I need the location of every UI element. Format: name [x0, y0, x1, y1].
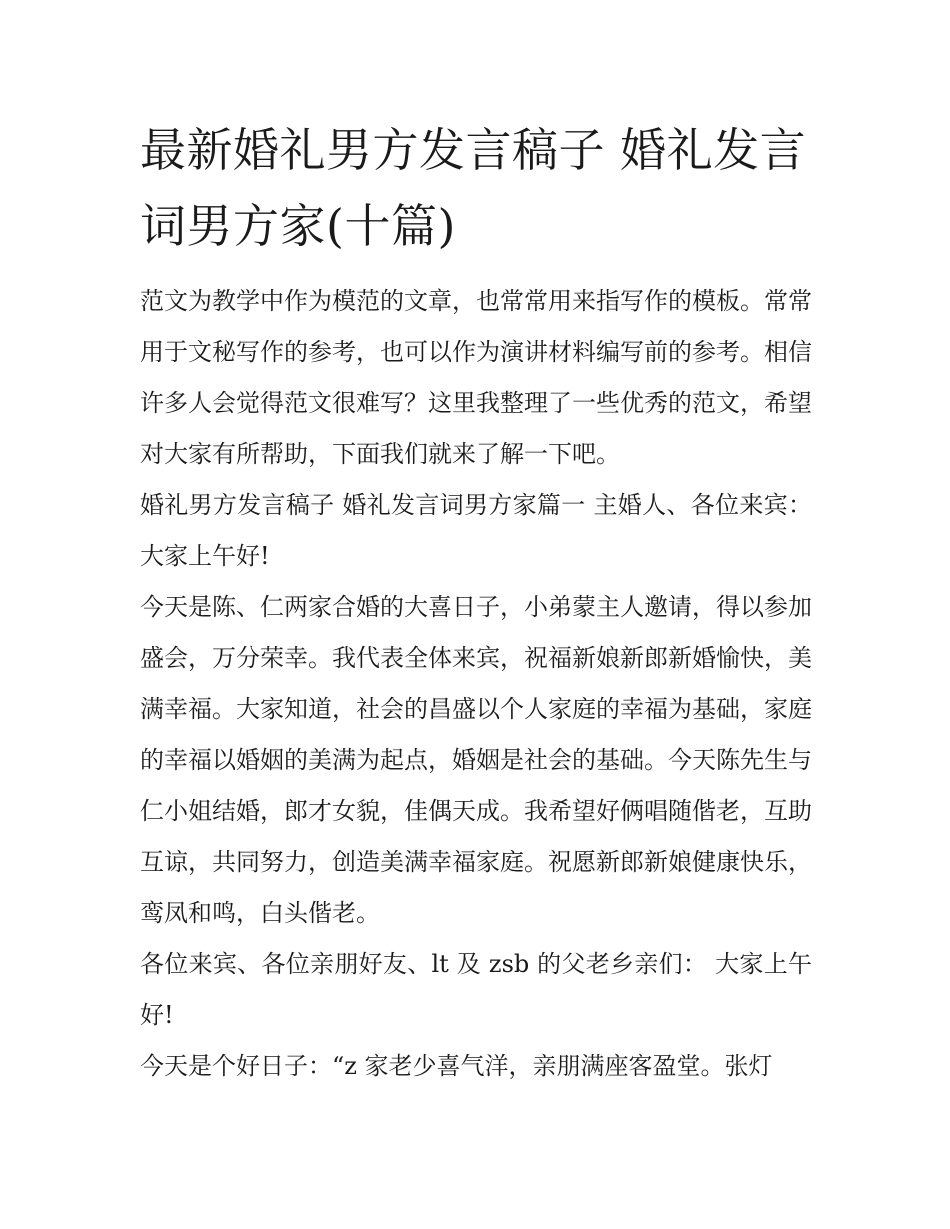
speech-heading-paragraph: 婚礼男方发言稿子 婚礼发言词男方家篇一 主婚人、各位来宾： 大家上午好! [140, 491, 812, 570]
document-title: 最新婚礼男方发言稿子 婚礼发言词男方家(十篇) [140, 123, 807, 253]
speech-body-paragraph: 今天是陈、仁两家合婚的大喜日子，小弟蒙主人邀请，得以参加盛会，万分荣幸。我代表全体来宾，祝福新娘新郎新婚愉快，美满幸福。大家知道，社会的昌盛以个人家庭的幸福为基础，家庭的幸福以婚姻的美满为起点，婚姻是社会的基础。今天陈先生与仁小姐结婚，郎才女貌，佳偶天成。我希望好俩唱随偕老，互助互谅，共同努力，创造美满幸福家庭。祝愿新郎新娘健康快乐，鸾凤和鸣，白头偕老。 [140, 593, 812, 927]
closing-paragraph: 今天是个好日子：“z 家老少喜气洋，亲朋满座客盈堂。张灯 [140, 1052, 773, 1080]
intro-paragraph: 范文为教学中作为模范的文章，也常常用来指写作的模板。常常用于文秘写作的参考，也可以作为演讲材料编写前的参考。相信许多人会觉得范文很难写？这里我整理了一些优秀的范文，希望对大家有所帮助，下面我们就来了解一下吧。 [140, 287, 812, 468]
greeting-paragraph: 各位来宾、各位亲朋好友、lt 及 zsb 的父老乡亲们： 大家上午好! [140, 950, 812, 1029]
document-body [140, 112, 812, 1092]
